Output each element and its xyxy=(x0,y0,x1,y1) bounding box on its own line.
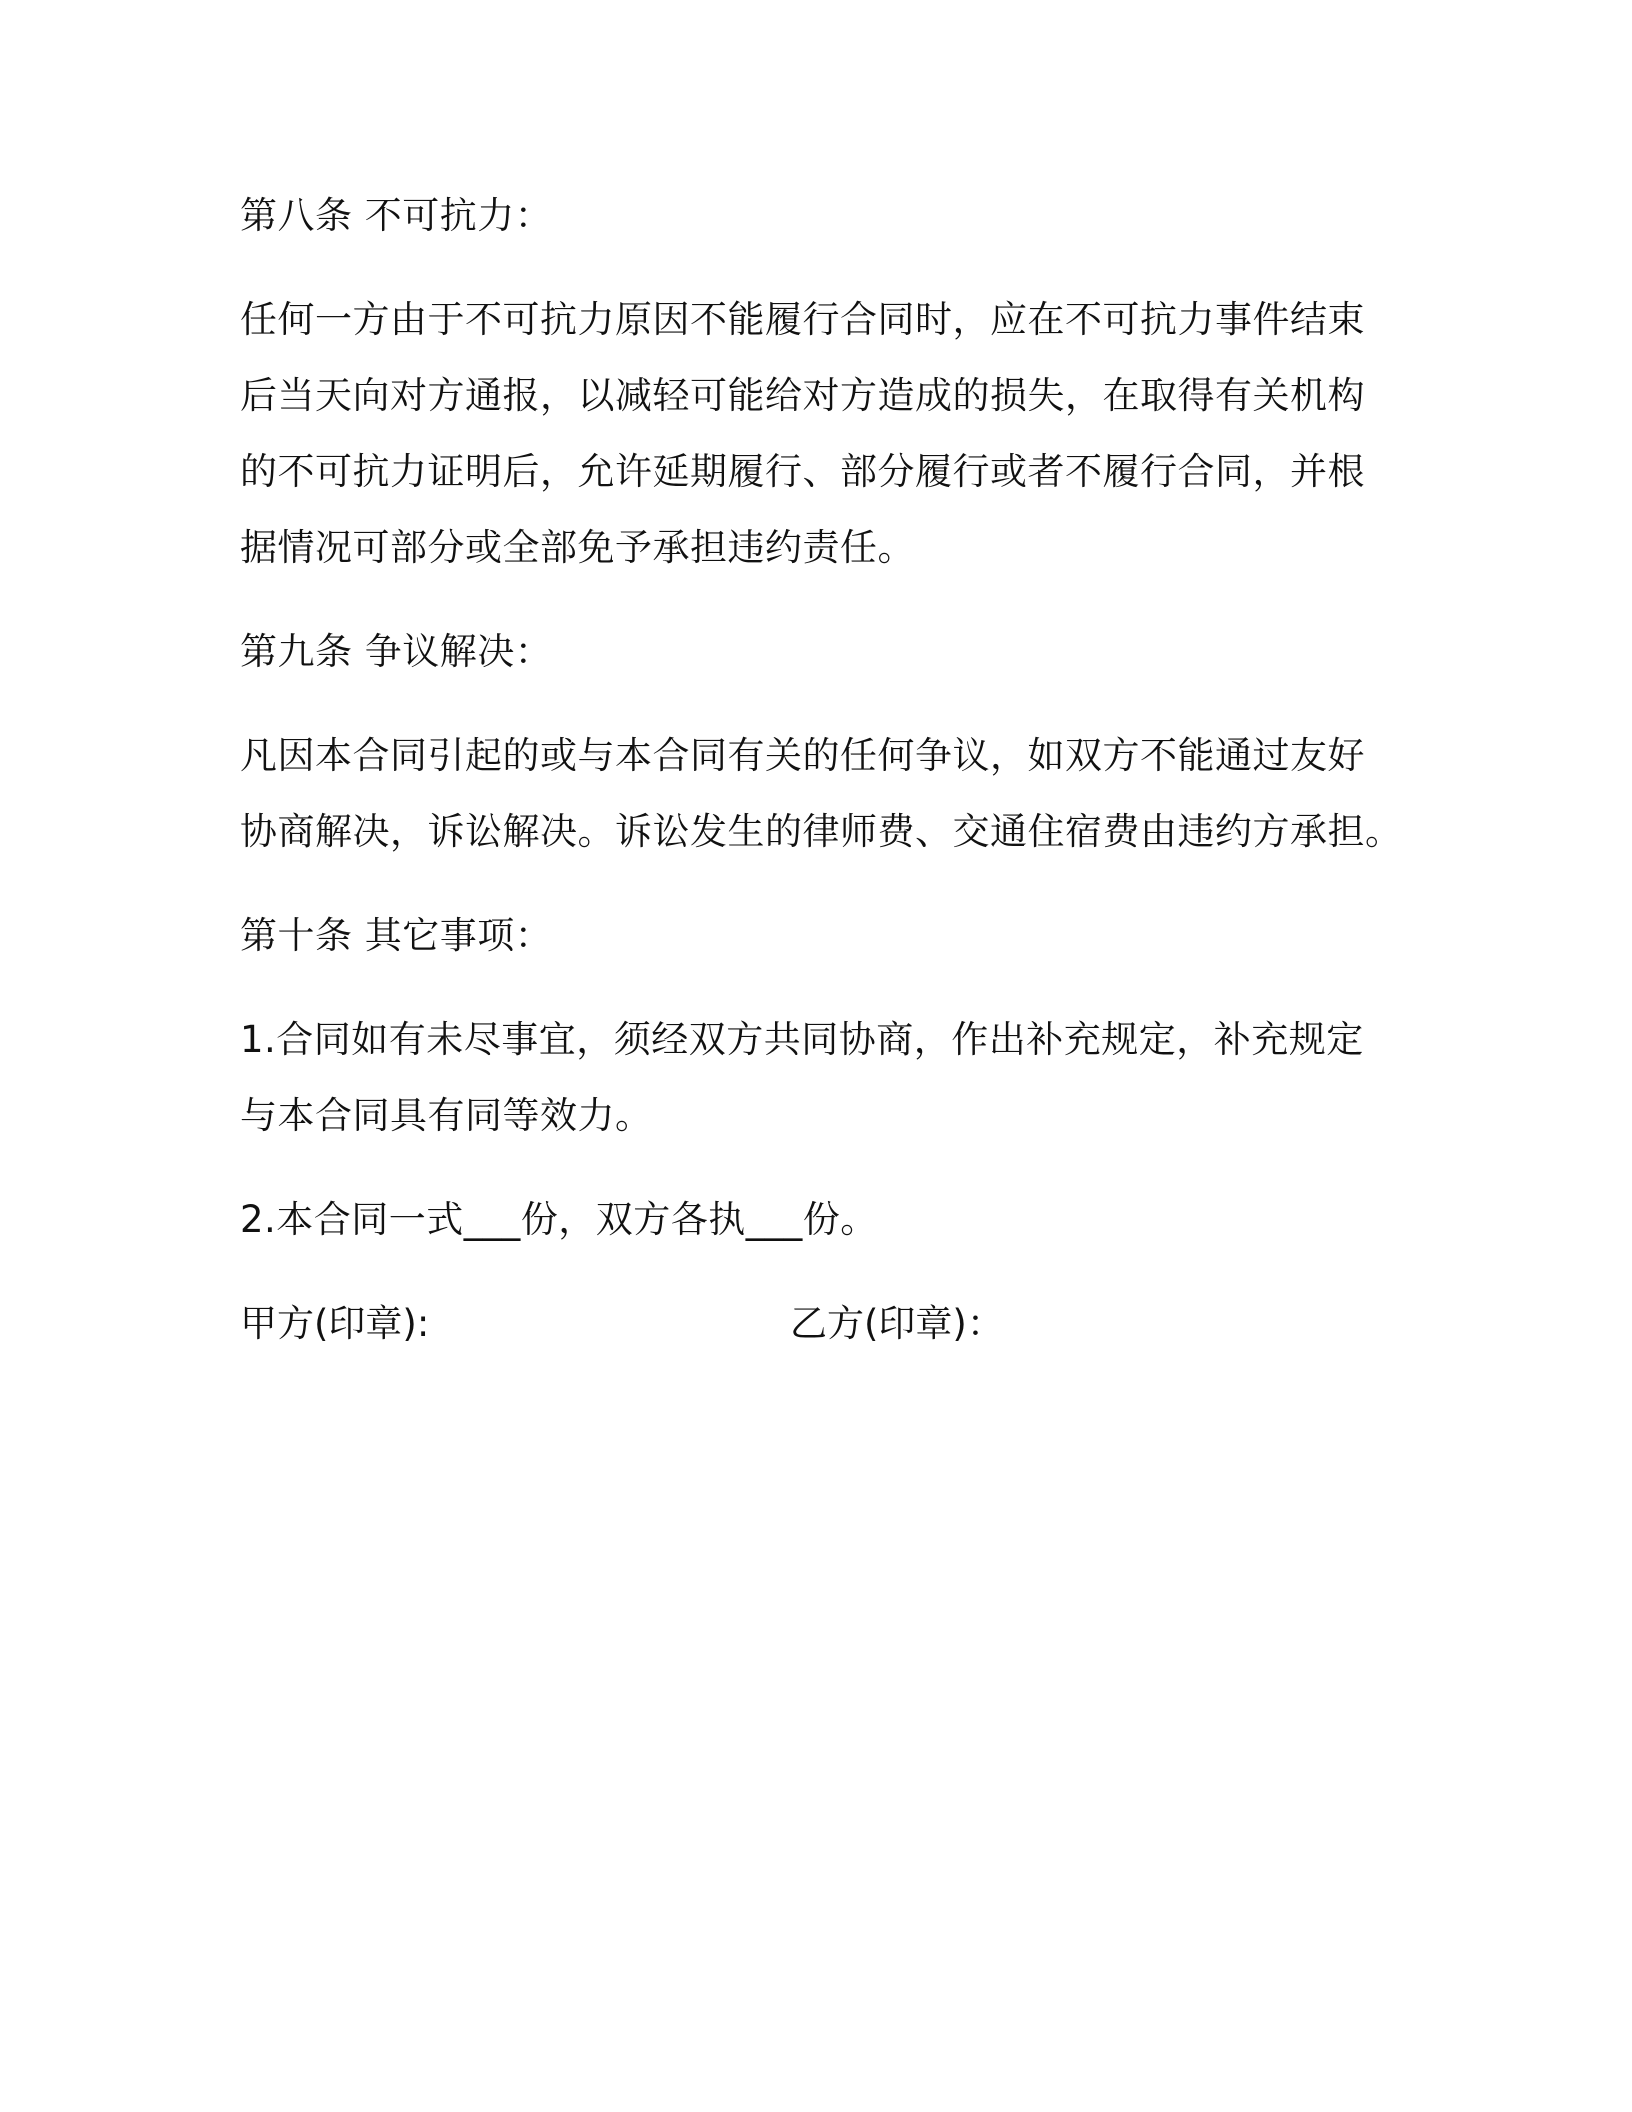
article-10-item-1-line-2: 与本合同具有同等效力。 xyxy=(240,1094,653,1137)
article-10-item-1-line-1: 1.合同如有未尽事宜，须经双方共同协商，作出补充规定，补充规定 xyxy=(240,1018,1364,1061)
article-10-item-2: 2.本合同一式___份，双方各执___份。 xyxy=(240,1198,878,1241)
article-9-line-2: 协商解决，诉讼解决。诉讼发生的律师费、交通住宿费由违约方承担。 xyxy=(240,810,1403,853)
article-8-line-1: 任何一方由于不可抗力原因不能履行合同时，应在不可抗力事件结束 xyxy=(240,298,1365,341)
article-8-line-4: 据情况可部分或全部免予承担违约责任。 xyxy=(240,526,915,569)
article-8-line-3: 的不可抗力证明后，允许延期履行、部分履行或者不履行合同，并根 xyxy=(240,450,1365,493)
party-b-signature-label: 乙方(印章)： xyxy=(790,1302,1004,1345)
article-9-heading: 第九条 争议解决： xyxy=(240,630,553,673)
article-8-line-2: 后当天向对方通报，以减轻可能给对方造成的损失，在取得有关机构 xyxy=(240,374,1365,417)
article-9-line-1: 凡因本合同引起的或与本合同有关的任何争议，如双方不能通过友好 xyxy=(240,734,1365,777)
article-8-heading: 第八条 不可抗力： xyxy=(240,194,553,237)
party-a-signature-label: 甲方(印章): xyxy=(240,1302,430,1345)
article-10-heading: 第十条 其它事项： xyxy=(240,914,553,957)
